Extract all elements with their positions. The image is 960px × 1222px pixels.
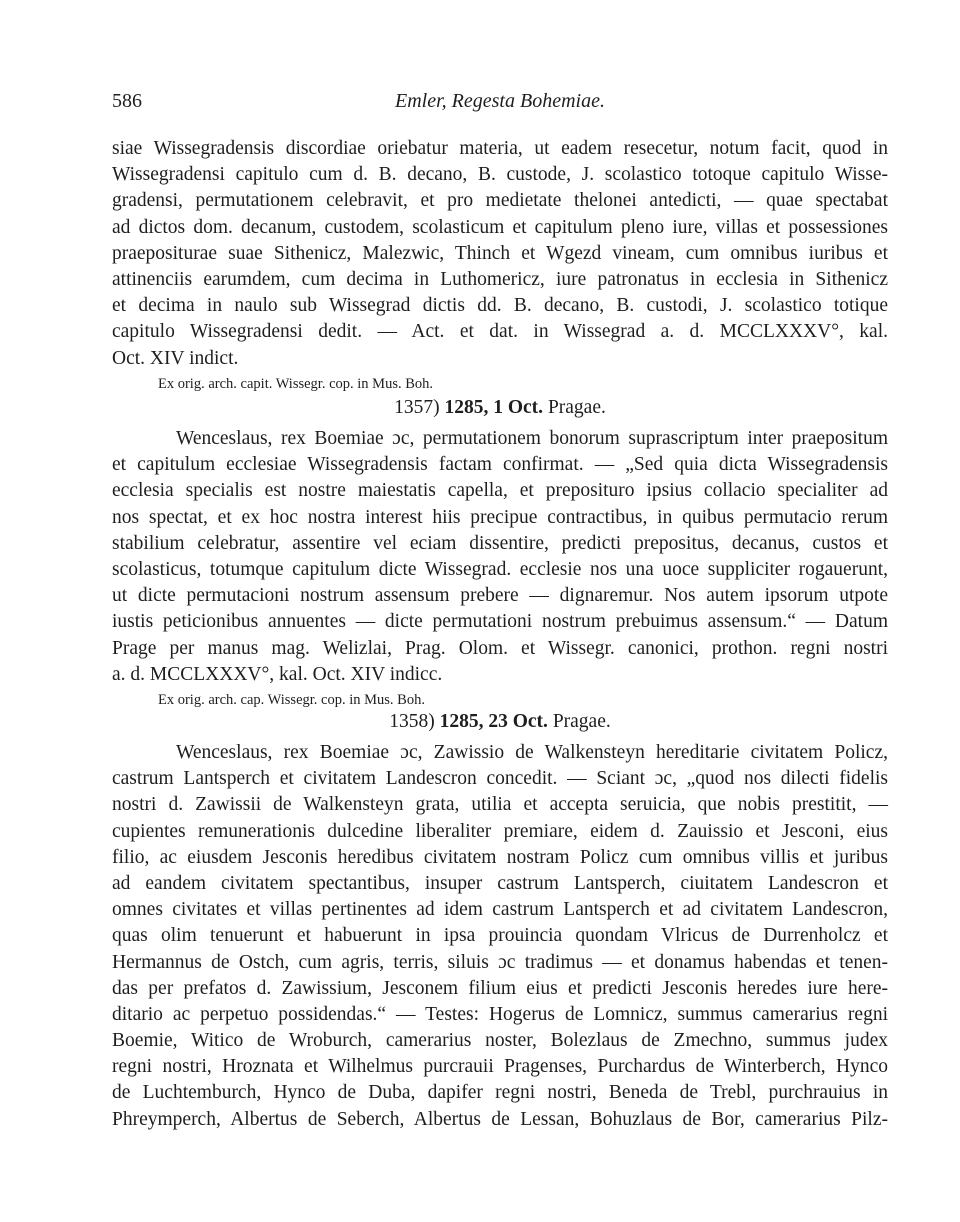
page-header [112,90,888,116]
page-number: 586 [112,90,142,112]
entry-heading-1357 [112,395,888,421]
entry-place: Pragae. [552,711,611,732]
text-line: omnes civitates et villas pertinentes ad idem castrum Lantsperch et ad civitatem Landescron, [112,899,888,921]
text-line: regni nostri, Hroznata et Wilhelmus purcrauii Pragenses, Purchardus de Winterberch, Hynco [112,1056,888,1078]
text-line: et capitulum ecclesiae Wissegradensis factam confirmat. — „Sed quia dicta Wissegradensis [112,454,888,476]
text-line: Wenceslaus, rex Boemiae ɔc, Zawissio de Walkensteyn hereditarie civitatem Policz, [176,742,888,763]
text-line: filio, ac eiusdem Jesconis heredibus civitatem nostram Policz cum omnibus villis et juribus [112,846,888,868]
text-line: scolasticus, totumque capitulum dicte Wissegrad. ecclesie nos una uoce suppliciter rogauerunt, [112,558,888,580]
text-line: ut dicte permutacioni nostrum assensum prebere — dignaremur. Nos autem ipsorum utpote [112,585,888,607]
text-line: ad dictos dom. decanum, custodem, scolasticum et capitulum pleno iure, villas et possessiones [112,216,888,238]
running-title: Emler, Regesta Bohemiae. [395,90,605,112]
text-line: stabilium celebratur, assentire vel eciam dissentire, predicti prepositus, decanus, custos et [112,532,888,554]
text-line: ad eandem civitatem spectantibus, insuper castrum Lantsperch, ciuitatem Landescron et [112,872,888,894]
text-line: iustis peticionibus annuentes — dicte permutationi nostrum prebuimus assensum.“ — Datum [112,611,888,633]
text-line: Hermannus de Ostch, cum agris, terris, siluis ɔc tradimus — et donamus habendas et tenen- [112,951,888,973]
text-line: Phreymperch, Albertus de Seberch, Albertus de Lessan, Bohuzlaus de Bor, camerarius Pilz- [112,1108,888,1130]
entry-heading-1358 [112,709,888,735]
text-line: Boemie, Witico de Wroburch, camerarius noster, Bolezlaus de Zmechno, summus judex [112,1030,888,1052]
text-line: ecclesia specialis est nostre maiestatis capella, et preposituro ipsius collacio specialiter ad [112,480,888,502]
entry-place: Pragae. [547,397,606,418]
source-note: Ex orig. arch. cap. Wissegr. cop. in Mus. Boh. [158,691,425,708]
text-line: castrum Lantsperch et civitatem Landescron concedit. — Sciant ɔc, „quod nos dilecti fidelis [112,768,888,790]
entry-number: 1358) [389,711,435,732]
text-line: ditario ac perpetuo possidendas.“ — Testes: Hogerus de Lomnicz, summus camerarius regni [112,1003,888,1025]
text-line: nostri d. Zawissii de Walkensteyn grata, utilia et accepta seruicia, que nobis prestitit, — [112,794,888,816]
entry-1357-text [112,426,888,712]
text-line: nos spectat, et ex hoc nostra interest hiis precipue contractibus, in quibus permutacio rerum [112,506,888,528]
text-line: quas olim tenuerunt et habuerunt in ipsa prouincia quondam Vlricus de Durrenholcz et [112,925,888,947]
text-line: gradensi, permutationem celebravit, et pro medietate thelonei antedicti, — quae spectabat [112,190,888,212]
text-line: Oct. XIV indict. [112,347,239,369]
text-line: de Luchtemburch, Hynco de Duba, dapifer regni nostri, Beneda de Trebl, purchrauius in [112,1082,888,1104]
entry-date: 1285, 23 Oct. [439,711,548,732]
source-note: Ex orig. arch. capit. Wissegr. cop. in Mus. Boh. [158,375,434,392]
text-line: capitulo Wissegradensi dedit. — Act. et dat. in Wissegrad a. d. MCCLXXXV°, kal. [112,321,888,343]
text-line: das per prefatos d. Zawissium, Jesconem filium eius et predicti Jesconis heredes iure here- [112,977,888,999]
text-line: a. d. MCCLXXXV°, kal. Oct. XIV indicc. [112,663,443,685]
text-line: Wissegradensi capitulo cum d. B. decano, B. custode, J. scolastico totoque capitulo Wisse- [112,164,888,186]
text-line: cupientes remunerationis dulcedine liberaliter premiare, eidem d. Zauissio et Jesconi, eius [112,820,888,842]
text-line: praepositurae suae Sithenicz, Malezwic, Thinch et Wgezd vineam, cum omnibus iuribus et [112,242,888,264]
entry-1358-text [112,740,888,1133]
text-line: Wenceslaus, rex Boemiae ɔc, permutationem bonorum suprascriptum inter praepositum [176,428,888,449]
entry-date: 1285, 1 Oct. [444,397,544,418]
entry-number: 1357) [394,397,440,418]
text-line: et decima in naulo sub Wissegrad dictis dd. B. decano, B. custodi, J. scolastico totique [112,295,888,317]
entry-previous-text [112,136,888,396]
text-line: attinenciis earumdem, cum decima in Luthomericz, iure patronatus in ecclesia in Sithenicz [112,268,888,290]
text-line: siae Wissegradensis discordiae oriebatur materia, ut eadem resecetur, notum facit, quod in [112,138,888,159]
text-line: Prage per manus mag. Welizlai, Prag. Olom. et Wissegr. canonici, prothon. regni nostri [112,637,888,659]
